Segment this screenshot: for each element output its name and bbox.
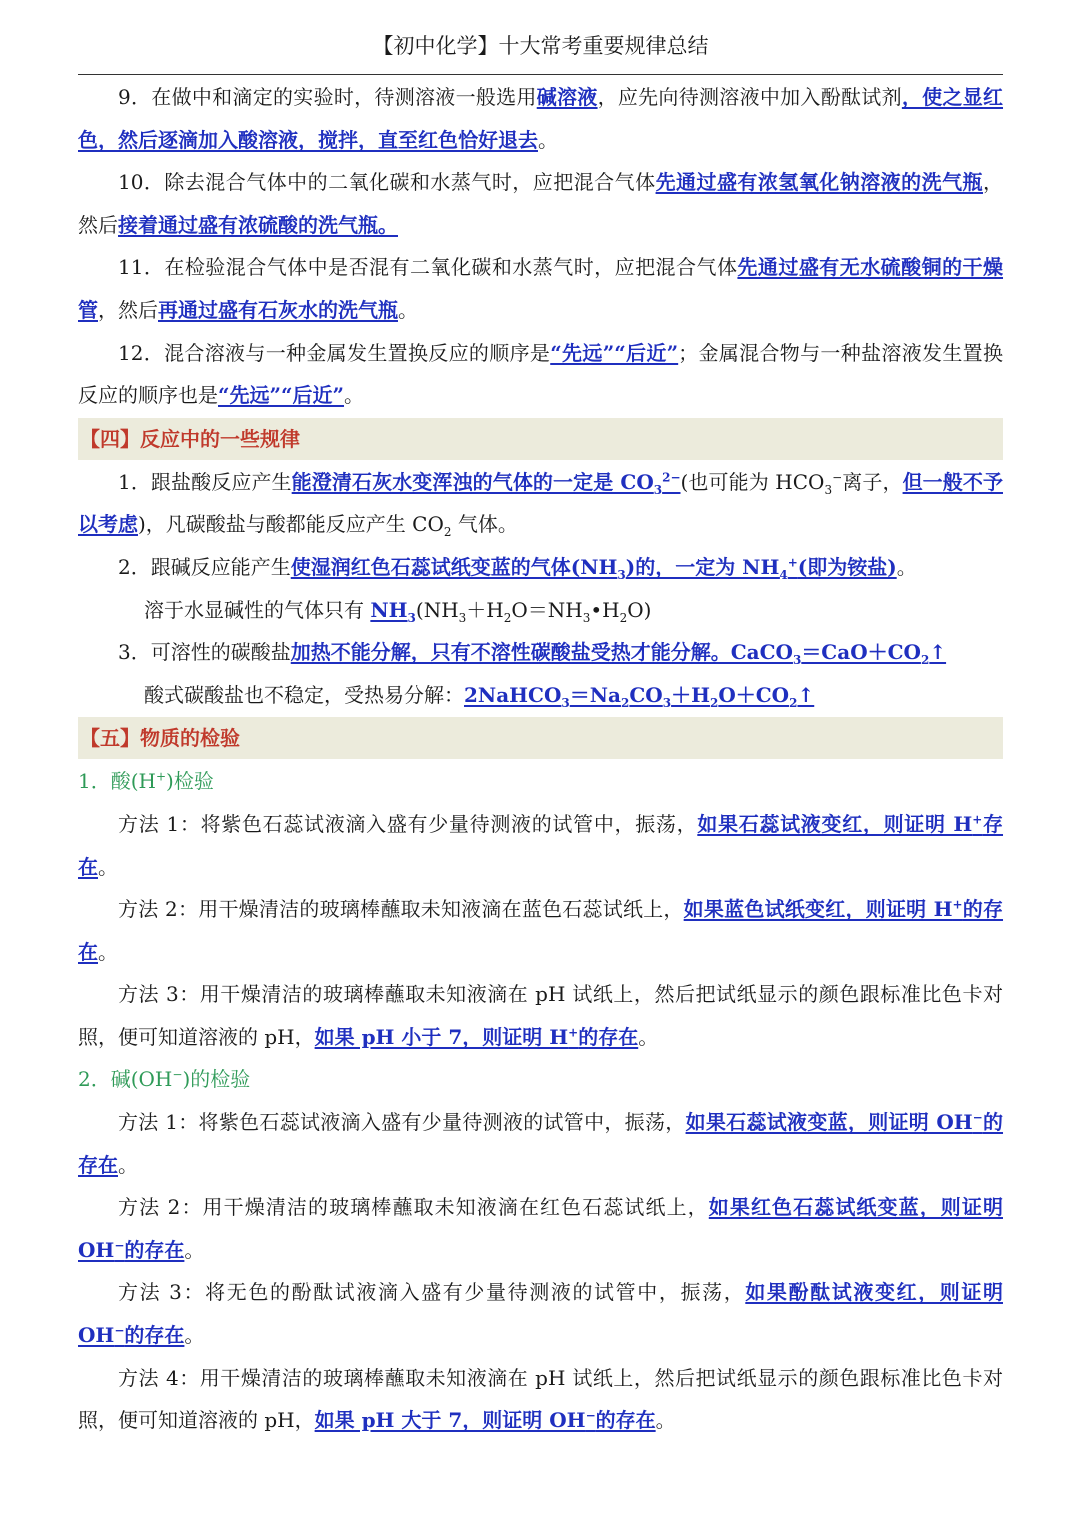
- base-method-1: 方法 1：将紫色石蕊试液滴入盛有少量待测液的试管中，振荡，如果石蕊试液变蓝，则证明 OH−的存在。: [78, 1110, 1004, 1177]
- acid-method-1: 方法 1：将紫色石蕊试液滴入盛有少量待测液的试管中，振荡，如果石蕊试液变红，则证明 H+存在。: [78, 811, 1004, 879]
- reaction-rule-2-note: 溶于水显碱性的气体只有 $NH_3(NH_3+H_2O=NH_3•H_2O)$: [144, 597, 652, 625]
- acid-method-2: 方法 2：用干燥清洁的玻璃棒蘸取未知液滴在蓝色石蕊试纸上，如果蓝色试纸变红，则证明 H+的存在。: [78, 897, 1004, 964]
- reaction-rule-3-note: 酸式碳酸盐也不稳定，受热易分解：$2NaHCO_3=Na_2CO_3+H_2O+CO_2↑$: [144, 682, 815, 710]
- page-header: [78, 30, 1003, 75]
- rule-item-11: 11．在检验混合气体中是否混有二氧化碳和水蒸气时，应把混合气体先通过盛有无水硫酸铜的干燥管，然后再通过盛有石灰水的洗气瓶。: [78, 255, 1004, 322]
- document-body: [78, 76, 1003, 1442]
- base-method-4: 方法 4：用干燥清洁的玻璃棒蘸取未知液滴在 pH 试纸上，然后把试纸显示的颜色跟标准比色卡对照，便可知道溶液的 pH，如果 pH 大于 7，则证明 OH−的存在。: [78, 1365, 1003, 1433]
- rule-item-12: 12．混合溶液与一种金属发生置换反应的顺序是“先远”“后近”；金属混合物与一种盐溶液发生置换反应的顺序也是“先远”“后近”。: [78, 340, 1004, 408]
- base-test-title: 2．碱(OH−)的检验: [78, 1067, 251, 1092]
- section-heading-substance-tests: 【五】物质的检验: [78, 717, 1003, 759]
- acid-method-3: 方法 3：用干燥清洁的玻璃棒蘸取未知液滴在 pH 试纸上，然后把试纸显示的颜色跟标准比色卡对照，便可知道溶液的 pH，如果 pH 小于 7，则证明 H+的存在。: [78, 982, 1003, 1049]
- reaction-rule-1: 1．跟盐酸反应产生能澄清石灰水变浑浊的气体的一定是 $CO_3^{2-}$(也可能为 $HCO_3^-$离子，但一般不予以考虑)，凡碳酸盐与酸都能反应产生 $CO_2$ 气体。: [78, 469, 1003, 540]
- acid-test-title: 1．酸(H+)检验: [78, 769, 214, 794]
- reaction-rule-2: 2．跟碱反应能产生使湿润红色石蕊试纸变蓝的气体$(NH_3)$的，一定为 $NH_4^+$(即为铵盐)。: [118, 554, 917, 582]
- reaction-rule-3: 3．可溶性的碳酸盐加热不能分解，只有不溶性碳酸盐受热才能分解。$CaCO_3=CaO+CO_2↑$: [118, 640, 947, 668]
- rule-item-9: 9．在做中和滴定的实验时，待测溶液一般选用碱溶液，应先向待测溶液中加入酚酞试剂，使之显红色，然后逐滴加入酸溶液，搅拌，直至红色恰好退去。: [78, 85, 1004, 152]
- page-title: 【初中化学】十大常考重要规律总结: [372, 34, 709, 58]
- base-method-2: 方法 2：用干燥清洁的玻璃棒蘸取未知液滴在红色石蕊试纸上，如果红色石蕊试纸变蓝，则证明 OH−的存在。: [78, 1195, 1003, 1262]
- base-method-3: 方法 3：将无色的酚酞试液滴入盛有少量待测液的试管中，振荡，如果酚酞试液变红，则证明 OH−的存在。: [78, 1280, 1003, 1348]
- rule-item-10: 10．除去混合气体中的二氧化碳和水蒸气时，应把混合气体先通过盛有浓氢氧化钠溶液的洗气瓶，然后接着通过盛有浓硫酸的洗气瓶。: [78, 170, 1004, 237]
- section-heading-reaction-rules: 【四】反应中的一些规律: [78, 418, 1003, 460]
